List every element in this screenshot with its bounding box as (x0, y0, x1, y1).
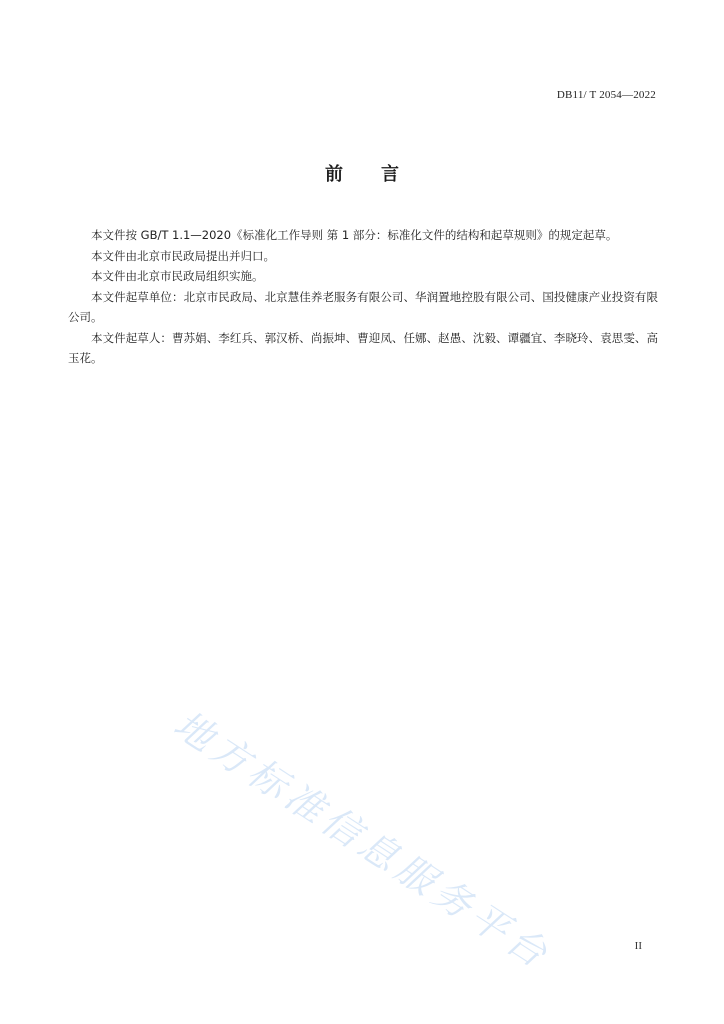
paragraph-drafting-units: 本文件起草单位：北京市民政局、北京慧佳养老服务有限公司、华润置地控股有限公司、国投健康产业投资有限公司。 (68, 289, 658, 324)
section-title: 前言 (325, 164, 437, 185)
watermark: 地方标准信息服务平台 (166, 701, 560, 979)
paragraph-implementer: 本文件由北京市民政局组织实施。 (91, 269, 264, 283)
foreword-body (68, 225, 658, 369)
paragraph-drafters: 本文件起草人：曹苏娟、李红兵、郭汉桥、尚振坤、曹迎凤、任娜、赵愚、沈毅、谭疆宜、李晓玲、袁思雯、高玉花。 (68, 330, 658, 365)
paragraph-drafting-rules: 本文件按 GB/T 1.1—2020《标准化工作导则 第 1 部分：标准化文件的结构和起草规则》的规定起草。 (91, 228, 618, 242)
paragraph-proposer: 本文件由北京市民政局提出并归口。 (91, 248, 275, 263)
page-number: II (634, 940, 642, 952)
document-code: DB11/ T 2054—2022 (556, 89, 656, 101)
